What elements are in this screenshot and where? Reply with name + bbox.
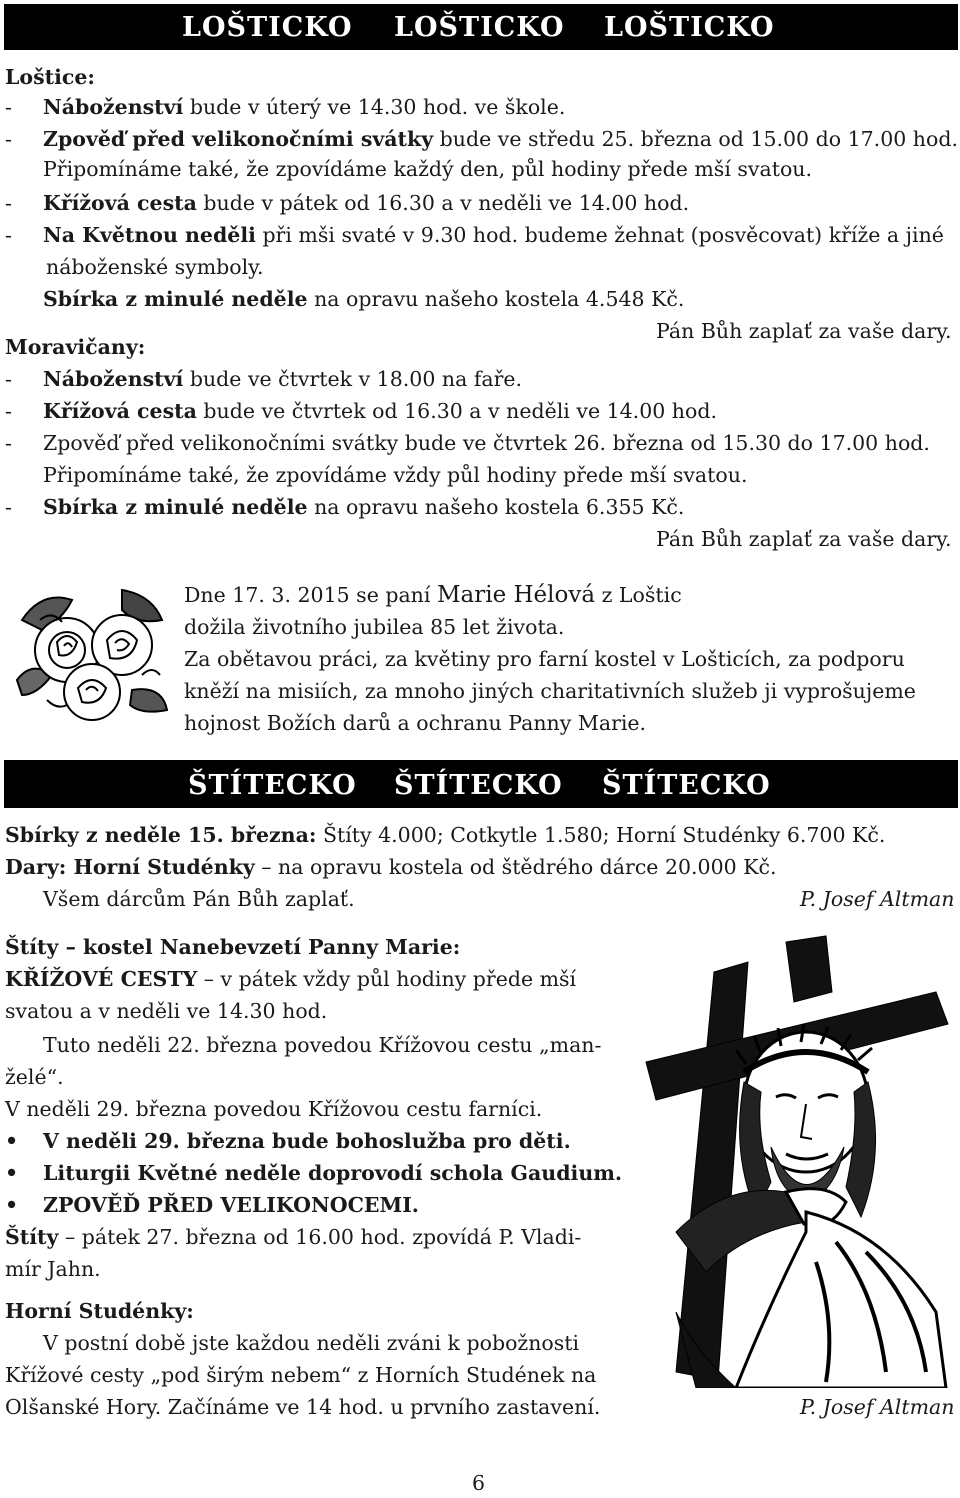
paragraph-line: V postní době jste každou neděli zváni k pobožnosti [43,1331,580,1355]
banner-word: LOŠTICKO [394,12,565,43]
bullet-item: • Liturgii Květné neděle doprovodí schola Gaudium. [5,1161,623,1185]
banner-word: LOŠTICKO [182,12,353,43]
bullet-item: • ZPOVĚĎ PŘED VELIKONOCEMI. [5,1193,419,1217]
list-item-continuation: náboženské symboly. [46,255,264,279]
list-item: - Zpověď před velikonočními svátky bude ve středu 25. března od 15.00 do 17.00 hod. [5,127,958,151]
list-item-continuation: Připomínáme také, že zpovídáme každý den, půl hodiny přede mší svatou. [43,157,813,181]
banner-word: LOŠTICKO [604,12,775,43]
roses-icon [12,580,172,728]
list-item: - Náboženství bude ve čtvrtek v 18.00 na faře. [5,367,523,391]
list-item: - Zpověď před velikonočními svátky bude ve čtvrtek 26. března od 15.30 do 17.00 hod. [5,431,930,455]
paragraph-line: Křížové cesty „pod širým nebem“ z Horních Studének na [5,1363,597,1387]
paragraph-line: V neděli 29. března povedou Křížovou cestu farníci. [5,1097,543,1121]
section-heading-lostice: Loštice: [5,65,95,89]
jubilee-line: dožila životního jubilea 85 let života. [184,615,565,639]
list-item-continuation: Připomínáme také, že zpovídáme vždy půl hodiny přede mší svatou. [43,463,748,487]
bullet-item: • V neděli 29. března bude bohoslužba pro děti. [5,1129,571,1153]
paragraph-line: mír Jahn. [5,1257,101,1281]
collection-line: Sbírka z minulé neděle na opravu našeho kostela 4.548 Kč. [43,287,685,311]
jubilee-line: hojnost Božích darů a ochranu Panny Marie. [184,711,647,735]
signature: P. Josef Altman [800,1395,955,1419]
jubilee-line: kněží na misiích, za mnoho jiných charitativních služeb ji vyprošujeme [184,679,916,703]
thanks-line: Pán Bůh zaplať za vaše dary. [656,319,952,343]
banner-word: ŠTÍTECKO [602,770,771,801]
section-heading-stity: Štíty – kostel Nanebevzetí Panny Marie: [5,935,461,959]
list-item: - Křížová cesta bude ve čtvrtek od 16.30 a v neděli ve 14.00 hod. [5,399,717,423]
section-heading-moravicany: Moravičany: [5,335,146,359]
jubilee-line: Za obětavou práci, za květiny pro farní kostel v Lošticích, za podporu [184,647,905,671]
paragraph-line: Olšanské Hory. Začínáme ve 14 hod. u prvního zastavení. [5,1395,601,1419]
paragraph-line: Štíty – pátek 27. března od 16.00 hod. zpovídá P. Vladi- [5,1225,582,1249]
paragraph-line: želé“. [5,1065,64,1089]
signature: P. Josef Altman [800,887,955,911]
thanks-line: Všem dárcům Pán Bůh zaplať. [43,887,355,911]
christ-carrying-cross-icon [636,932,958,1388]
donations-line: Dary: Horní Studénky – na opravu kostela od štědrého dárce 20.000 Kč. [5,855,777,879]
losticko-banner [4,4,958,50]
list-item: - Náboženství bude v úterý ve 14.30 hod. ve škole. [5,95,566,119]
list-item: - Sbírka z minulé neděle na opravu našeho kostela 6.355 Kč. [5,495,685,519]
list-item: - Křížová cesta bude v pátek od 16.30 a v neděli ve 14.00 hod. [5,191,690,215]
jubilee-line: Dne 17. 3. 2015 se paní Marie Hélová z Loštic [184,582,682,608]
paragraph-line: Tuto neděli 22. března povedou Křížovou cestu „man- [43,1033,602,1057]
banner-word: ŠTÍTECKO [394,770,563,801]
collections-line: Sbírky z neděle 15. března: Štíty 4.000; Cotkytle 1.580; Horní Studénky 6.700 Kč. [5,823,886,847]
paragraph-line: KŘÍŽOVÉ CESTY – v pátek vždy půl hodiny přede mší [5,967,577,991]
paragraph-line: svatou a v neděli ve 14.30 hod. [5,999,328,1023]
section-heading-horni-studenky: Horní Studénky: [5,1299,194,1323]
stitecko-banner [4,760,958,808]
thanks-line: Pán Bůh zaplať za vaše dary. [656,527,952,551]
banner-word: ŠTÍTECKO [188,770,357,801]
page-number: 6 [472,1471,486,1495]
list-item: - Na Květnou neděli při mši svaté v 9.30 hod. budeme žehnat (posvěcovat) kříže a jiné [5,223,944,247]
